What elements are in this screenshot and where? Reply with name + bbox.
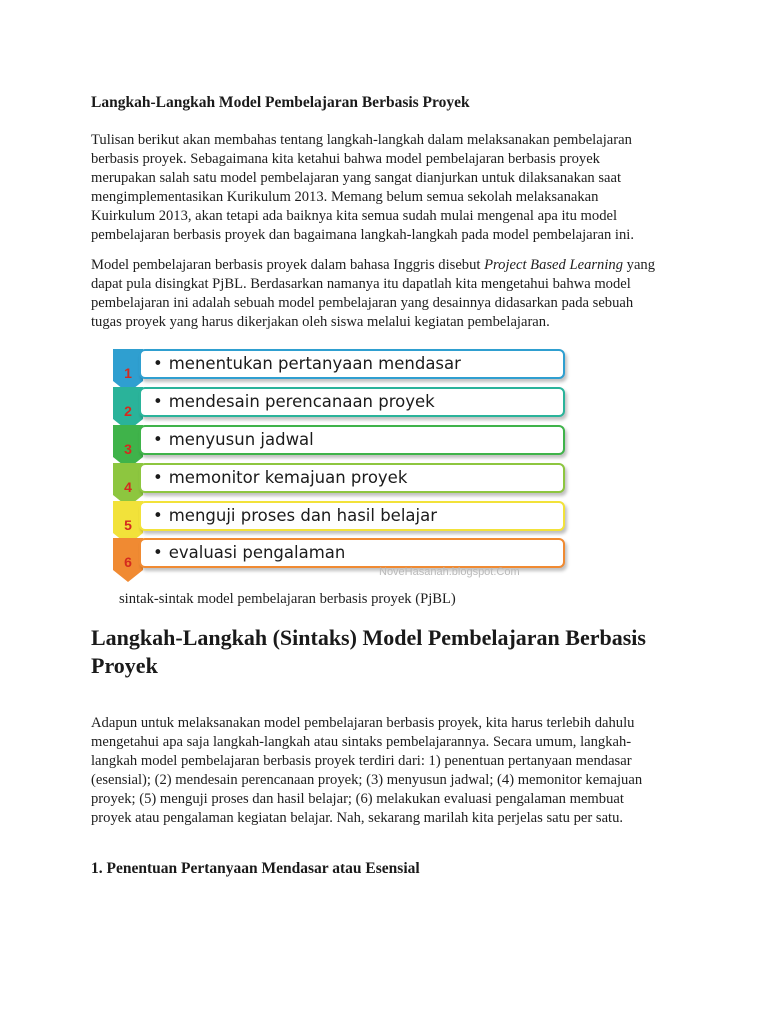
bullet-icon: • <box>153 392 163 411</box>
step-box <box>139 501 565 531</box>
step-label: memonitor kemajuan proyek <box>168 468 408 487</box>
step-box <box>139 425 565 455</box>
step-item <box>109 387 571 417</box>
paragraph-line: proyek atau pengalaman kegiatan belajar. Nah, sekarang marilah kita perjelas satu per satu. <box>91 810 624 826</box>
step-number: 6 <box>124 554 132 570</box>
bullet-icon: • <box>153 543 163 562</box>
paragraph-line: (esensial); (2) mendesain perencanaan proyek; (3) menyusun jadwal; (4) memonitor kemajuan <box>91 772 643 788</box>
step-item <box>109 501 571 531</box>
step-box <box>139 349 565 379</box>
paragraph-line: pembelajaran ini adalah sebuah model pembelajaran yang desainnya didasarkan pada sebuah <box>91 295 634 311</box>
paragraph-line: pembelajaran berbasis proyek dan bagaimana langkah-langkah pada model pembelajaran ini. <box>91 227 634 243</box>
heading-line: Langkah-Langkah (Sintaks) Model Pembelajaran Berbasis <box>91 625 646 650</box>
watermark-text: NoveHasanah.blogspot.Com <box>379 566 520 578</box>
figure-caption: sintak-sintak model pembelajaran berbasis proyek (PjBL) <box>119 591 456 607</box>
bullet-icon: • <box>153 430 163 449</box>
text-run: Model pembelajaran berbasis proyek dalam bahasa Inggris disebut <box>91 257 485 273</box>
pjbl-steps-figure <box>109 345 571 581</box>
step-item <box>109 349 571 379</box>
step-number: 3 <box>124 441 132 457</box>
subsection-heading: 1. Penentuan Pertanyaan Mendasar atau Esensial <box>91 860 420 877</box>
paragraph-line: tugas proyek yang harus dikerjakan oleh siswa melalui kegiatan pembelajaran. <box>91 314 550 330</box>
text-run: yang <box>623 257 656 273</box>
step-label: menyusun jadwal <box>168 430 314 449</box>
section-heading <box>91 624 681 680</box>
pjbl-definition-paragraph <box>91 256 681 332</box>
syntax-paragraph <box>91 714 681 828</box>
step-number: 1 <box>124 365 132 381</box>
step-label: mendesain perencanaan proyek <box>168 392 435 411</box>
step-item <box>109 463 571 493</box>
step-item <box>109 425 571 455</box>
step-item <box>109 538 571 568</box>
step-label: evaluasi pengalaman <box>168 543 346 562</box>
step-number: 4 <box>124 479 132 495</box>
paragraph-line: berbasis proyek. Sebagaimana kita ketahui bahwa model pembelajaran berbasis proyek <box>91 151 600 167</box>
step-label: menguji proses dan hasil belajar <box>168 506 438 525</box>
step-label: menentukan pertanyaan mendasar <box>168 354 461 373</box>
heading-line: Proyek <box>91 653 158 678</box>
bullet-icon: • <box>153 506 163 525</box>
paragraph-line: dapat pula disingkat PjBL. Berdasarkan namanya itu dapatlah kita mengetahui bahwa model <box>91 276 631 292</box>
article-heading: Langkah-Langkah Model Pembelajaran Berbasis Proyek <box>91 94 470 111</box>
step-box <box>139 463 565 493</box>
paragraph-line: proyek; (5) menguji proses dan hasil belajar; (6) melakukan evaluasi pengalaman membuat <box>91 791 624 807</box>
paragraph-line: langkah model pembelajaran berbasis proyek terdiri dari: 1) penentuan pertanyaan mendasar <box>91 753 632 769</box>
paragraph-line: Kuirkulum 2013, akan tetapi ada baiknya kita semua sudah mulai mengenal apa itu model <box>91 208 618 224</box>
step-number: 5 <box>124 517 132 533</box>
step-number: 2 <box>124 403 132 419</box>
paragraph-line: mengimplementasikan Kurikulum 2013. Memang belum semua sekolah melaksanakan <box>91 189 599 205</box>
intro-paragraph <box>91 131 681 245</box>
italic-term: Project Based Learning <box>484 257 623 273</box>
bullet-icon: • <box>153 468 163 487</box>
bullet-icon: • <box>153 354 163 373</box>
paragraph-line: Adapun untuk melaksanakan model pembelajaran berbasis proyek, kita harus terlebih dahulu <box>91 715 635 731</box>
paragraph-line: Tulisan berikut akan membahas tentang langkah-langkah dalam melaksanakan pembelajaran <box>91 132 632 148</box>
step-box <box>139 538 565 568</box>
step-box <box>139 387 565 417</box>
paragraph-line <box>91 256 681 275</box>
paragraph-line: merupakan salah satu model pembelajaran yang sangat dianjurkan untuk dilaksanakan saat <box>91 170 622 186</box>
paragraph-line: mengetahui apa saja langkah-langkah atau sintaks pembelajarannya. Secara umum, langkah- <box>91 734 632 750</box>
